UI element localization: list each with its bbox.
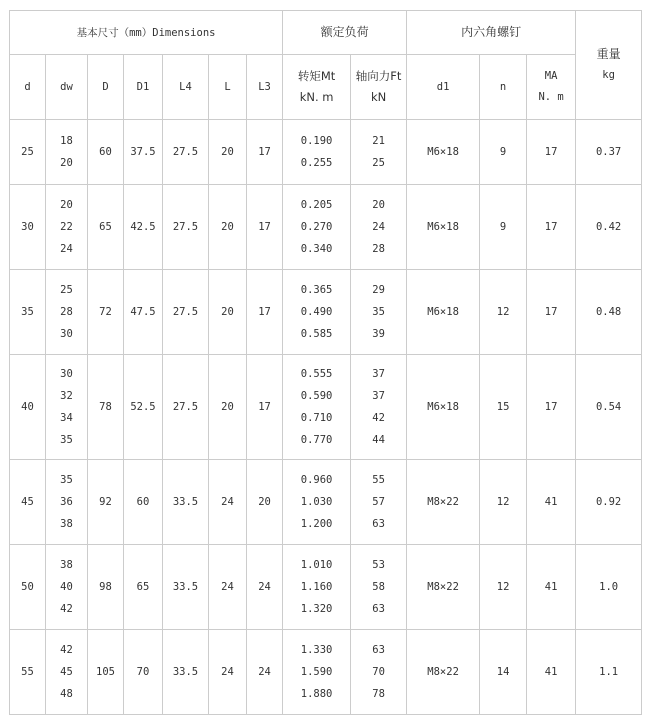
cell-axial-force-value: 78 xyxy=(372,688,385,700)
cell-weight: 0.48 xyxy=(576,270,642,355)
cell-axial-force-value: 21 xyxy=(372,135,385,147)
cell-screw-size: M8×22 xyxy=(407,460,480,545)
cell-axial-force-value: 39 xyxy=(372,328,385,340)
cell-dw-value: 25 xyxy=(60,284,73,296)
cell-axial-force xyxy=(351,545,407,630)
cell-d: 40 xyxy=(10,355,46,460)
cell-axial-force-value: 55 xyxy=(372,474,385,486)
cell-dw-value: 28 xyxy=(60,306,73,318)
table-row xyxy=(10,270,642,355)
cell-torque-value: 1.320 xyxy=(300,603,333,615)
cell-axial-force-value: 37 xyxy=(372,368,385,380)
col-torque xyxy=(283,55,351,120)
cell-axial-force-value: 20 xyxy=(372,199,385,211)
cell-torque-value: 0.770 xyxy=(300,434,333,446)
cell-torque xyxy=(283,630,351,715)
table-row xyxy=(10,355,642,460)
cell-D1: 37.5 xyxy=(124,120,163,185)
cell-L: 24 xyxy=(209,460,247,545)
cell-D: 105 xyxy=(88,630,124,715)
weight-label: 重量 xyxy=(596,47,621,61)
cell-axial-force xyxy=(351,185,407,270)
cell-dw-value: 42 xyxy=(60,603,73,615)
header-hex-screw: 内六角螺钉 xyxy=(407,11,576,55)
cell-axial-force-value: 28 xyxy=(372,243,385,255)
cell-screw-count: 12 xyxy=(480,270,527,355)
col-L3: L3 xyxy=(247,55,283,120)
col-L: L xyxy=(209,55,247,120)
cell-L: 24 xyxy=(209,630,247,715)
cell-L: 20 xyxy=(209,270,247,355)
cell-axial-force xyxy=(351,270,407,355)
cell-L4: 27.5 xyxy=(163,185,209,270)
cell-D: 72 xyxy=(88,270,124,355)
cell-d: 50 xyxy=(10,545,46,630)
torque-unit: kN. m xyxy=(299,90,334,104)
cell-dw-value: 24 xyxy=(60,243,73,255)
cell-ma: 17 xyxy=(527,355,576,460)
cell-L4: 33.5 xyxy=(163,545,209,630)
cell-torque-value: 0.555 xyxy=(300,368,333,380)
header-weight xyxy=(576,11,642,120)
cell-axial-force-value: 70 xyxy=(372,666,385,678)
cell-L4: 27.5 xyxy=(163,355,209,460)
cell-weight: 1.1 xyxy=(576,630,642,715)
header-row-groups xyxy=(10,11,642,55)
cell-torque xyxy=(283,460,351,545)
cell-dw-value: 45 xyxy=(60,666,73,678)
cell-dw xyxy=(46,630,88,715)
cell-dw xyxy=(46,185,88,270)
cell-axial-force-value: 63 xyxy=(372,644,385,656)
cell-torque-value: 0.190 xyxy=(300,135,333,147)
cell-screw-size: M8×22 xyxy=(407,545,480,630)
cell-L: 24 xyxy=(209,545,247,630)
weight-unit: kg xyxy=(602,69,615,81)
cell-D: 65 xyxy=(88,185,124,270)
cell-dw-value: 38 xyxy=(60,518,73,530)
col-n: n xyxy=(480,55,527,120)
cell-axial-force xyxy=(351,460,407,545)
cell-screw-count: 15 xyxy=(480,355,527,460)
cell-D1: 60 xyxy=(124,460,163,545)
cell-d: 25 xyxy=(10,120,46,185)
ma-label: MA xyxy=(544,70,558,82)
cell-D: 60 xyxy=(88,120,124,185)
cell-D1: 52.5 xyxy=(124,355,163,460)
table-row xyxy=(10,630,642,715)
table-body xyxy=(10,120,642,715)
cell-torque-value: 0.960 xyxy=(300,474,333,486)
cell-screw-count: 9 xyxy=(480,185,527,270)
cell-weight: 0.37 xyxy=(576,120,642,185)
header-basic-dimensions: 基本尺寸（mm）Dimensions xyxy=(10,11,283,55)
cell-L: 20 xyxy=(209,185,247,270)
cell-dw-value: 38 xyxy=(60,559,73,571)
cell-axial-force-value: 35 xyxy=(372,306,385,318)
cell-axial-force-value: 44 xyxy=(372,434,385,446)
cell-axial-force-value: 63 xyxy=(372,518,385,530)
header-rated-load: 额定负荷 xyxy=(283,11,407,55)
table-row xyxy=(10,120,642,185)
cell-torque-value: 1.160 xyxy=(300,581,333,593)
cell-axial-force-value: 24 xyxy=(372,221,385,233)
cell-axial-force-value: 37 xyxy=(372,390,385,402)
cell-D1: 47.5 xyxy=(124,270,163,355)
cell-axial-force-value: 29 xyxy=(372,284,385,296)
cell-d: 45 xyxy=(10,460,46,545)
cell-axial-force-value: 25 xyxy=(372,157,385,169)
cell-ma: 41 xyxy=(527,630,576,715)
cell-L: 20 xyxy=(209,120,247,185)
cell-torque-value: 0.340 xyxy=(300,243,333,255)
cell-D1: 42.5 xyxy=(124,185,163,270)
cell-dw-value: 20 xyxy=(60,199,73,211)
cell-dw-value: 30 xyxy=(60,368,73,380)
axial-unit: kN xyxy=(370,90,387,104)
cell-torque-value: 0.365 xyxy=(300,284,333,296)
col-D: D xyxy=(88,55,124,120)
col-d1: d1 xyxy=(407,55,480,120)
cell-torque xyxy=(283,545,351,630)
cell-torque xyxy=(283,120,351,185)
cell-screw-count: 12 xyxy=(480,460,527,545)
cell-screw-count: 9 xyxy=(480,120,527,185)
header-row-columns xyxy=(10,55,642,120)
cell-axial-force-value: 53 xyxy=(372,559,385,571)
cell-L4: 27.5 xyxy=(163,270,209,355)
cell-axial-force xyxy=(351,355,407,460)
col-MA xyxy=(527,55,576,120)
cell-dw-value: 34 xyxy=(60,412,73,424)
cell-torque xyxy=(283,270,351,355)
cell-dw-value: 36 xyxy=(60,496,73,508)
cell-dw xyxy=(46,355,88,460)
cell-dw-value: 35 xyxy=(60,434,73,446)
cell-axial-force-value: 63 xyxy=(372,603,385,615)
cell-dw-value: 30 xyxy=(60,328,73,340)
cell-L4: 33.5 xyxy=(163,630,209,715)
cell-screw-count: 14 xyxy=(480,630,527,715)
cell-dw-value: 32 xyxy=(60,390,73,402)
cell-L3: 20 xyxy=(247,460,283,545)
cell-d: 30 xyxy=(10,185,46,270)
cell-torque-value: 1.590 xyxy=(300,666,333,678)
cell-torque-value: 0.270 xyxy=(300,221,333,233)
cell-axial-force-value: 57 xyxy=(372,496,385,508)
cell-D: 92 xyxy=(88,460,124,545)
cell-L3: 17 xyxy=(247,355,283,460)
cell-d: 35 xyxy=(10,270,46,355)
cell-dw-value: 20 xyxy=(60,157,73,169)
cell-torque xyxy=(283,355,351,460)
cell-D: 98 xyxy=(88,545,124,630)
col-d: d xyxy=(10,55,46,120)
cell-ma: 41 xyxy=(527,460,576,545)
cell-screw-size: M6×18 xyxy=(407,355,480,460)
cell-screw-size: M6×18 xyxy=(407,120,480,185)
cell-dw xyxy=(46,545,88,630)
cell-dw xyxy=(46,120,88,185)
cell-torque-value: 0.710 xyxy=(300,412,333,424)
cell-L4: 27.5 xyxy=(163,120,209,185)
cell-screw-size: M6×18 xyxy=(407,270,480,355)
cell-screw-size: M8×22 xyxy=(407,630,480,715)
cell-torque xyxy=(283,185,351,270)
cell-torque-value: 1.010 xyxy=(300,559,333,571)
cell-dw xyxy=(46,270,88,355)
cell-axial-force xyxy=(351,120,407,185)
cell-torque-value: 0.490 xyxy=(300,306,333,318)
cell-dw-value: 42 xyxy=(60,644,73,656)
cell-L3: 17 xyxy=(247,270,283,355)
cell-d: 55 xyxy=(10,630,46,715)
cell-torque-value: 0.585 xyxy=(300,328,333,340)
torque-label: 转矩Mt xyxy=(297,69,336,83)
cell-L3: 24 xyxy=(247,545,283,630)
cell-dw-value: 18 xyxy=(60,135,73,147)
cell-dw-value: 48 xyxy=(60,688,73,700)
cell-dw xyxy=(46,460,88,545)
cell-ma: 17 xyxy=(527,185,576,270)
col-L4: L4 xyxy=(163,55,209,120)
cell-L: 20 xyxy=(209,355,247,460)
cell-axial-force-value: 58 xyxy=(372,581,385,593)
cell-D1: 65 xyxy=(124,545,163,630)
cell-torque-value: 1.330 xyxy=(300,644,333,656)
cell-L3: 17 xyxy=(247,120,283,185)
cell-dw-value: 22 xyxy=(60,221,73,233)
table-row xyxy=(10,185,642,270)
col-dw: dw xyxy=(46,55,88,120)
axial-label: 轴向力Ft xyxy=(355,69,402,83)
cell-L3: 24 xyxy=(247,630,283,715)
cell-D1: 70 xyxy=(124,630,163,715)
cell-weight: 0.54 xyxy=(576,355,642,460)
cell-ma: 41 xyxy=(527,545,576,630)
cell-weight: 1.0 xyxy=(576,545,642,630)
table-row xyxy=(10,460,642,545)
cell-torque-value: 0.255 xyxy=(300,157,333,169)
cell-torque-value: 1.880 xyxy=(300,688,333,700)
cell-torque-value: 1.200 xyxy=(300,518,333,530)
cell-L3: 17 xyxy=(247,185,283,270)
col-D1: D1 xyxy=(124,55,163,120)
cell-axial-force xyxy=(351,630,407,715)
cell-dw-value: 40 xyxy=(60,581,73,593)
dimensions-table xyxy=(9,10,642,715)
cell-dw-value: 35 xyxy=(60,474,73,486)
cell-torque-value: 0.590 xyxy=(300,390,333,402)
col-axial-force xyxy=(351,55,407,120)
cell-weight: 0.42 xyxy=(576,185,642,270)
cell-D: 78 xyxy=(88,355,124,460)
table-row xyxy=(10,545,642,630)
cell-ma: 17 xyxy=(527,120,576,185)
cell-axial-force-value: 42 xyxy=(372,412,385,424)
ma-unit: N. m xyxy=(538,91,564,103)
cell-weight: 0.92 xyxy=(576,460,642,545)
cell-ma: 17 xyxy=(527,270,576,355)
cell-screw-count: 12 xyxy=(480,545,527,630)
cell-torque-value: 1.030 xyxy=(300,496,333,508)
cell-torque-value: 0.205 xyxy=(300,199,333,211)
cell-L4: 33.5 xyxy=(163,460,209,545)
cell-screw-size: M6×18 xyxy=(407,185,480,270)
